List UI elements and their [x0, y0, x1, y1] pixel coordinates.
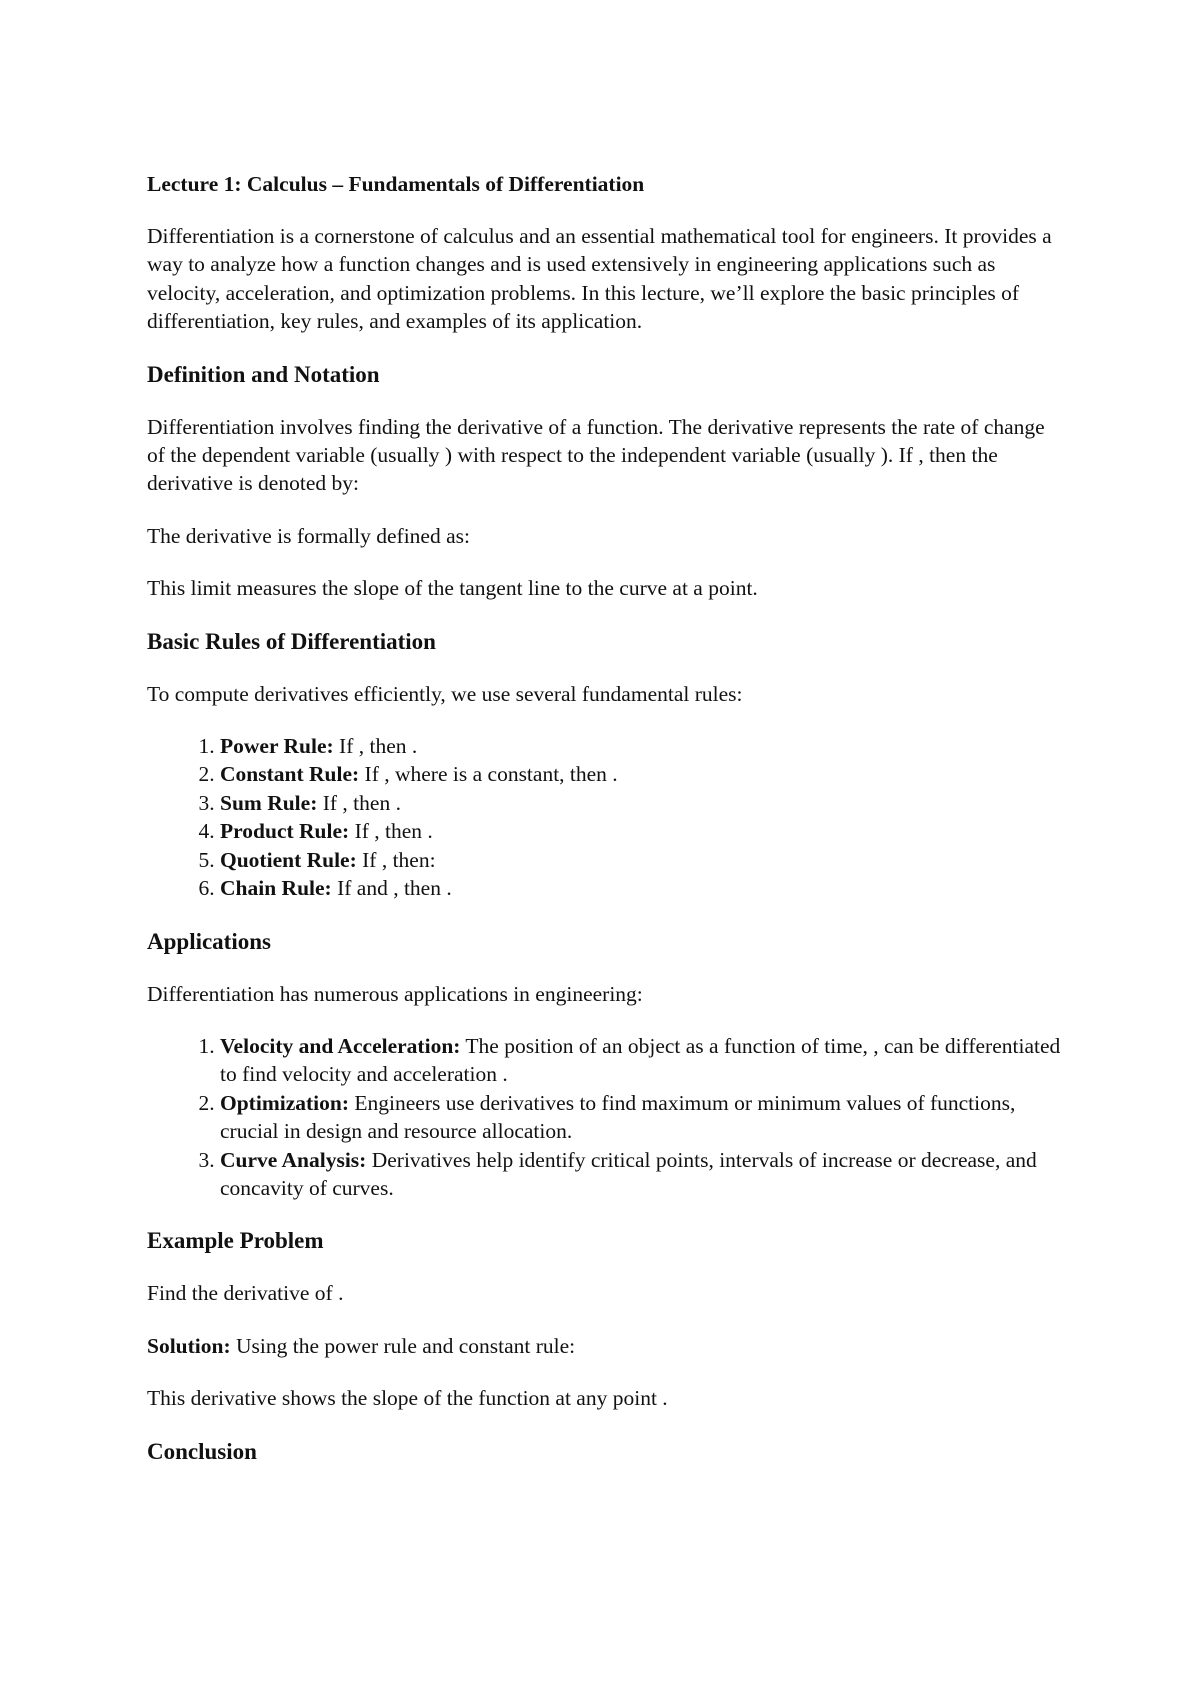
example-heading: Example Problem — [147, 1228, 324, 1254]
applications-list — [147, 1032, 1067, 1202]
rule-text: If , then . — [349, 819, 433, 844]
conclusion-heading: Conclusion — [147, 1438, 257, 1464]
rule-term: Product Rule: — [220, 819, 350, 844]
application-item-optimization — [220, 1089, 1067, 1146]
application-text: Engineers use derivatives to find maximum or minimum values of functions, crucial in design and resource allocation. — [220, 1090, 1016, 1144]
rule-item-sum — [220, 789, 1067, 817]
applications-heading: Applications — [147, 928, 271, 954]
example-prompt: Find the derivative of . — [147, 1281, 344, 1306]
rule-item-chain — [220, 874, 1067, 902]
rule-text: If , then . — [317, 790, 401, 815]
rule-term: Power Rule: — [220, 734, 334, 759]
rule-term: Constant Rule: — [220, 762, 360, 787]
rule-term: Chain Rule: — [220, 876, 332, 901]
application-text: The position of an object as a function of time, , can be differentiated to find velocity and acceleration . — [220, 1033, 1061, 1087]
definition-paragraph: Differentiation involves finding the derivative of a function. The derivative represents the rate of change of the dependent variable (usually ) with respect to the independent variable (usually ). If , then the derivative is denoted by: — [147, 414, 1045, 496]
solution-text: Using the power rule and constant rule: — [230, 1333, 576, 1358]
rule-item-power — [220, 732, 1067, 760]
rule-text: If , where is a constant, then . — [359, 762, 618, 787]
application-text: Derivatives help identify critical points, intervals of increase or decrease, and concavity of curves. — [220, 1147, 1037, 1200]
limit-paragraph: This limit measures the slope of the tangent line to the curve at a point. — [147, 576, 758, 601]
intro-paragraph: Differentiation is a cornerstone of calculus and an essential mathematical tool for engineers. It provides a way to analyze how a function changes and is used extensively in engineering applications such as velocity, acceleration, and optimization problems. In this lecture, we’ll explore the basic principles of differentiation, key rules, and examples of its application. — [147, 224, 1052, 334]
application-term: Curve Analysis: — [220, 1147, 367, 1172]
rules-heading: Basic Rules of Differentiation — [147, 628, 436, 654]
applications-lead: Differentiation has numerous applications in engineering: — [147, 981, 643, 1006]
rule-item-product — [220, 817, 1067, 845]
solution-paragraph — [147, 1332, 1067, 1360]
rules-list — [147, 732, 1067, 902]
rules-lead: To compute derivatives efficiently, we use several fundamental rules: — [147, 681, 743, 706]
rule-text: If and , then . — [331, 876, 452, 901]
rule-item-constant — [220, 760, 1067, 788]
lecture-title: Lecture 1: Calculus – Fundamentals of Differentiation — [147, 172, 645, 196]
rule-term: Quotient Rule: — [220, 847, 357, 872]
rule-item-quotient — [220, 846, 1067, 874]
application-term: Optimization: — [220, 1090, 349, 1115]
definition-heading: Definition and Notation — [147, 361, 380, 387]
solution-label: Solution: — [147, 1333, 231, 1358]
rule-term: Sum Rule: — [220, 790, 318, 815]
example-closing: This derivative shows the slope of the function at any point . — [147, 1386, 668, 1411]
application-term: Velocity and Acceleration: — [220, 1033, 461, 1058]
formal-definition-paragraph: The derivative is formally defined as: — [147, 523, 470, 548]
application-item-curve-analysis — [220, 1146, 1067, 1203]
rule-text: If , then . — [333, 734, 418, 759]
rule-text: If , then: — [356, 847, 436, 872]
document-page — [147, 170, 1067, 1490]
application-item-velocity — [220, 1032, 1067, 1089]
